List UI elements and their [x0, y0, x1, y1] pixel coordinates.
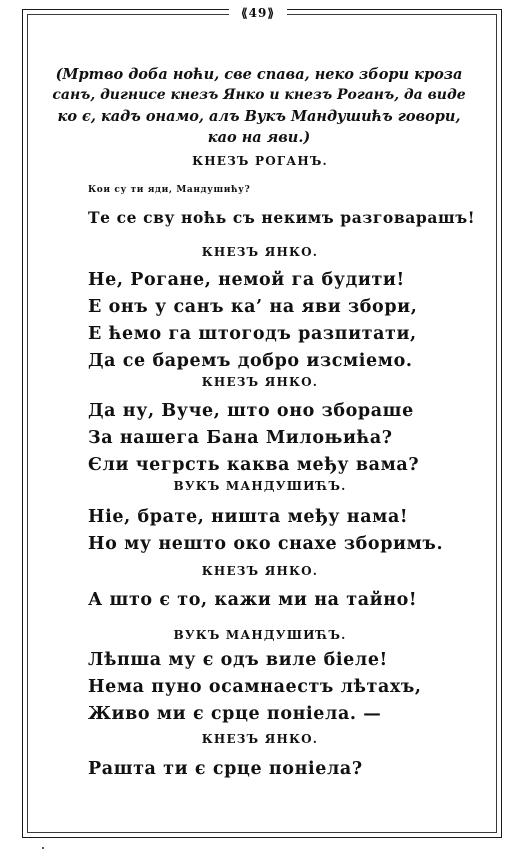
verse-block [88, 647, 422, 728]
verse-line: Ніе, брате, ништа међу нама! [88, 507, 409, 527]
verse-block [88, 267, 417, 375]
verse-line: Да се баремъ добро изсміемо. [88, 351, 413, 371]
verse-line: Те се сву ноћь съ некимъ разговарашъ! [88, 208, 476, 227]
stage-direction-line: санъ, дигнисе кнезъ Янко и кнезъ Роганъ, да виде [52, 87, 466, 103]
verse-line: Рашта ти є срце поніела? [88, 759, 363, 779]
speaker-heading: КНЕЗЪ ЯНКО. [201, 245, 319, 259]
stage-direction-line: ко є, кадъ онамо, алъ Вукъ Мандушићъ говори, [57, 108, 461, 125]
verse-line: Е онъ у санъ ка’ на яви збори, [88, 297, 418, 317]
page-number: ⟪49⟫ [229, 1, 287, 25]
verse-line: За нашега Бана Милоњића? [88, 428, 393, 448]
verse-line: Е ћемо га штогодъ разпитати, [88, 324, 417, 344]
stage-direction [50, 64, 468, 148]
print-speck [42, 847, 44, 849]
verse-block [88, 587, 417, 614]
verse-line: Но му нешто око снахе зборимъ. [88, 534, 444, 554]
speaker-heading: КНЕЗЪ ЯНКО. [201, 564, 319, 578]
verse-block [88, 756, 363, 783]
verse-block [88, 177, 475, 231]
speaker-heading: КНЕЗЪ РОГАНЪ. [192, 154, 328, 168]
speaker-heading: ВУКЪ МАНДУШИЋЪ. [173, 479, 347, 493]
verse-line: Да ну, Вуче, што оно збораше [88, 401, 414, 421]
verse-line: Не, Рогане, немой га будити! [88, 270, 405, 290]
speaker-heading: КНЕЗЪ ЯНКО. [201, 732, 319, 746]
speaker-heading: КНЕЗЪ ЯНКО. [201, 375, 319, 389]
verse-line: Лѣпша му є одъ виле біеле! [88, 650, 388, 670]
verse-line: Живо ми є срце поніела. — [88, 704, 382, 724]
verse-line: Нема пуно осамнаестъ лѣтахъ, [88, 677, 422, 697]
stage-direction-line: (Мртво доба ноћи, све спава, неко збори кроза [55, 66, 463, 83]
verse-line: Єли чегрсть каква међу вама? [88, 455, 420, 475]
verse-line: А што є то, кажи ми на тайно! [88, 590, 418, 610]
verse-block [88, 398, 419, 479]
verse-line: Кои су ти яди, Мандушићу? [88, 185, 251, 195]
speaker-heading: ВУКЪ МАНДУШИЋЪ. [173, 628, 347, 642]
stage-direction-line: као на яви.) [207, 129, 311, 146]
verse-block [88, 504, 443, 558]
